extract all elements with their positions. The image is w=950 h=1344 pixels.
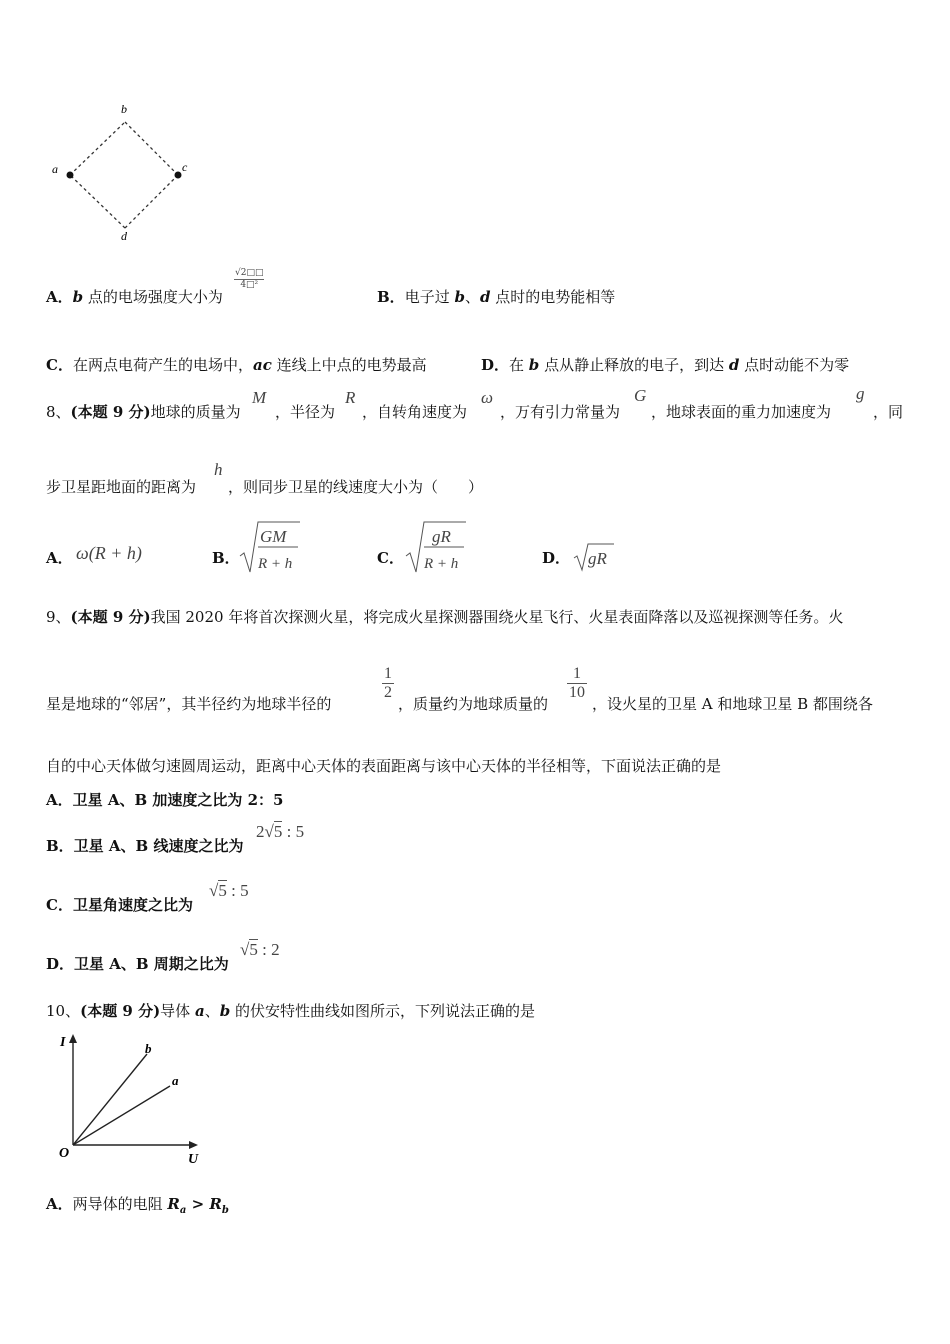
edge-bc	[125, 122, 178, 175]
q8-text-4: ，万有引力常量为	[500, 403, 621, 421]
q8-option-c-den: R + h	[424, 556, 459, 572]
q9-stem-line1: 9、(本题 9 分)我国 2020 年将首次探测火星，将完成火星探测器围绕火星飞行、火星表面降落以及巡视探测等任务。火	[46, 608, 844, 626]
q8-text-3: ，自转角速度为	[362, 403, 468, 421]
q9-fraction-half: $\frac{1}{2}$	[384, 665, 392, 701]
q8-stem-line2a: 步卫星距地面的距离为	[46, 478, 197, 496]
q8-text-6: ，同	[873, 403, 904, 421]
line-b	[73, 1054, 147, 1145]
q9-option-b-label: B．卫星 A、B 线速度之比为	[46, 837, 244, 855]
label-c: c	[182, 160, 188, 174]
x-axis-label: U	[188, 1152, 199, 1167]
q9-fraction-tenth: $\frac{1}{10}$	[569, 665, 585, 701]
q8-option-c-sqrt	[404, 520, 470, 576]
q8-var-omega: ω	[481, 388, 494, 407]
q8-var-M: M	[252, 388, 267, 407]
q9-option-d-expr: √5 : 2	[240, 940, 280, 959]
edge-ab	[70, 122, 125, 175]
q9-option-b-expr: 2√5 : 5	[256, 822, 305, 841]
label-d: d	[121, 229, 127, 243]
q8-option-b-den: R + h	[258, 556, 293, 572]
q8-option-d-label: D．	[542, 549, 571, 567]
q8-option-d-sqrt	[572, 540, 618, 574]
label-a: a	[52, 162, 58, 176]
q8-var-G: G	[634, 386, 647, 405]
q8-option-c-num: gR	[432, 527, 451, 546]
line-a-label: a	[172, 1073, 179, 1088]
label-b: b	[121, 102, 127, 116]
q8-option-b-label: B．	[212, 549, 240, 567]
q9-stem-line2c: ，设火星的卫星 A 和地球卫星 B 都围绕各	[592, 695, 873, 713]
edge-cd	[125, 175, 178, 228]
q8-option-b-sqrt	[238, 520, 304, 576]
edge-da	[70, 175, 125, 228]
q9-option-a: A．卫星 A、B 加速度之比为 2：5	[46, 791, 284, 809]
q8-option-d-expr: gR	[588, 549, 607, 568]
q9-stem-line2a: 星是地球的“邻居”，其半径约为地球半径的	[46, 695, 332, 713]
q8-var-R: R	[345, 388, 356, 407]
q7-option-a-fraction: √2□□ 4□²	[235, 268, 264, 290]
q8-option-c-label: C．	[377, 549, 404, 567]
q8-option-b-num: GM	[260, 527, 287, 546]
q9-stem-line3: 自的中心天体做匀速圆周运动，距离中心天体的表面距离与该中心天体的半径相等，下面说法正确的是	[46, 757, 722, 775]
q8-option-a-expr: ω(R + h)	[76, 543, 142, 563]
q8-stem-line2b: ，则同步卫星的线速度大小为（ ）	[228, 478, 484, 496]
origin-label: O	[59, 1146, 70, 1161]
charge-a-dot	[67, 172, 74, 179]
q7-option-c: C．在两点电荷产生的电场中，ac 连线上中点的电势最高	[46, 356, 427, 374]
q8-var-g: g	[856, 384, 865, 403]
q8-stem-line1: 8、(本题 9 分)地球的质量为	[46, 403, 241, 421]
charge-c-dot	[175, 172, 182, 179]
q7-option-d: D．在 b 点从静止释放的电子，到达 d 点时动能不为零	[481, 356, 850, 374]
y-axis-arrow-icon	[69, 1034, 77, 1043]
line-b-label: b	[145, 1041, 152, 1056]
q8-var-h: h	[214, 460, 223, 479]
x-axis-arrow-icon	[189, 1141, 198, 1149]
iv-graph	[50, 1030, 210, 1170]
q8-option-a-label: A．	[46, 549, 73, 567]
q8-text-5: ，地球表面的重力加速度为	[651, 403, 832, 421]
q9-option-c-expr: √5 : 5	[209, 881, 249, 900]
q7-option-b: B．电子过 b、d 点时的电势能相等	[377, 288, 616, 306]
q9-option-c-label: C．卫星角速度之比为	[46, 896, 193, 914]
q10-option-a: A．两导体的电阻 $R_a > R_b$	[46, 1195, 229, 1216]
line-a	[73, 1086, 170, 1145]
q7-option-a: A．b 点的电场强度大小为	[46, 288, 223, 306]
q10-stem: 10、(本题 9 分)导体 a、b 的伏安特性曲线如图所示，下列说法正确的是	[46, 1002, 535, 1020]
q9-stem-line2b: ，质量约为地球质量的	[398, 695, 549, 713]
square-charge-figure	[40, 95, 200, 245]
q9-option-d-label: D．卫星 A、B 周期之比为	[46, 955, 229, 973]
y-axis-label: I	[60, 1035, 66, 1050]
q8-text-2: ，半径为	[275, 403, 336, 421]
